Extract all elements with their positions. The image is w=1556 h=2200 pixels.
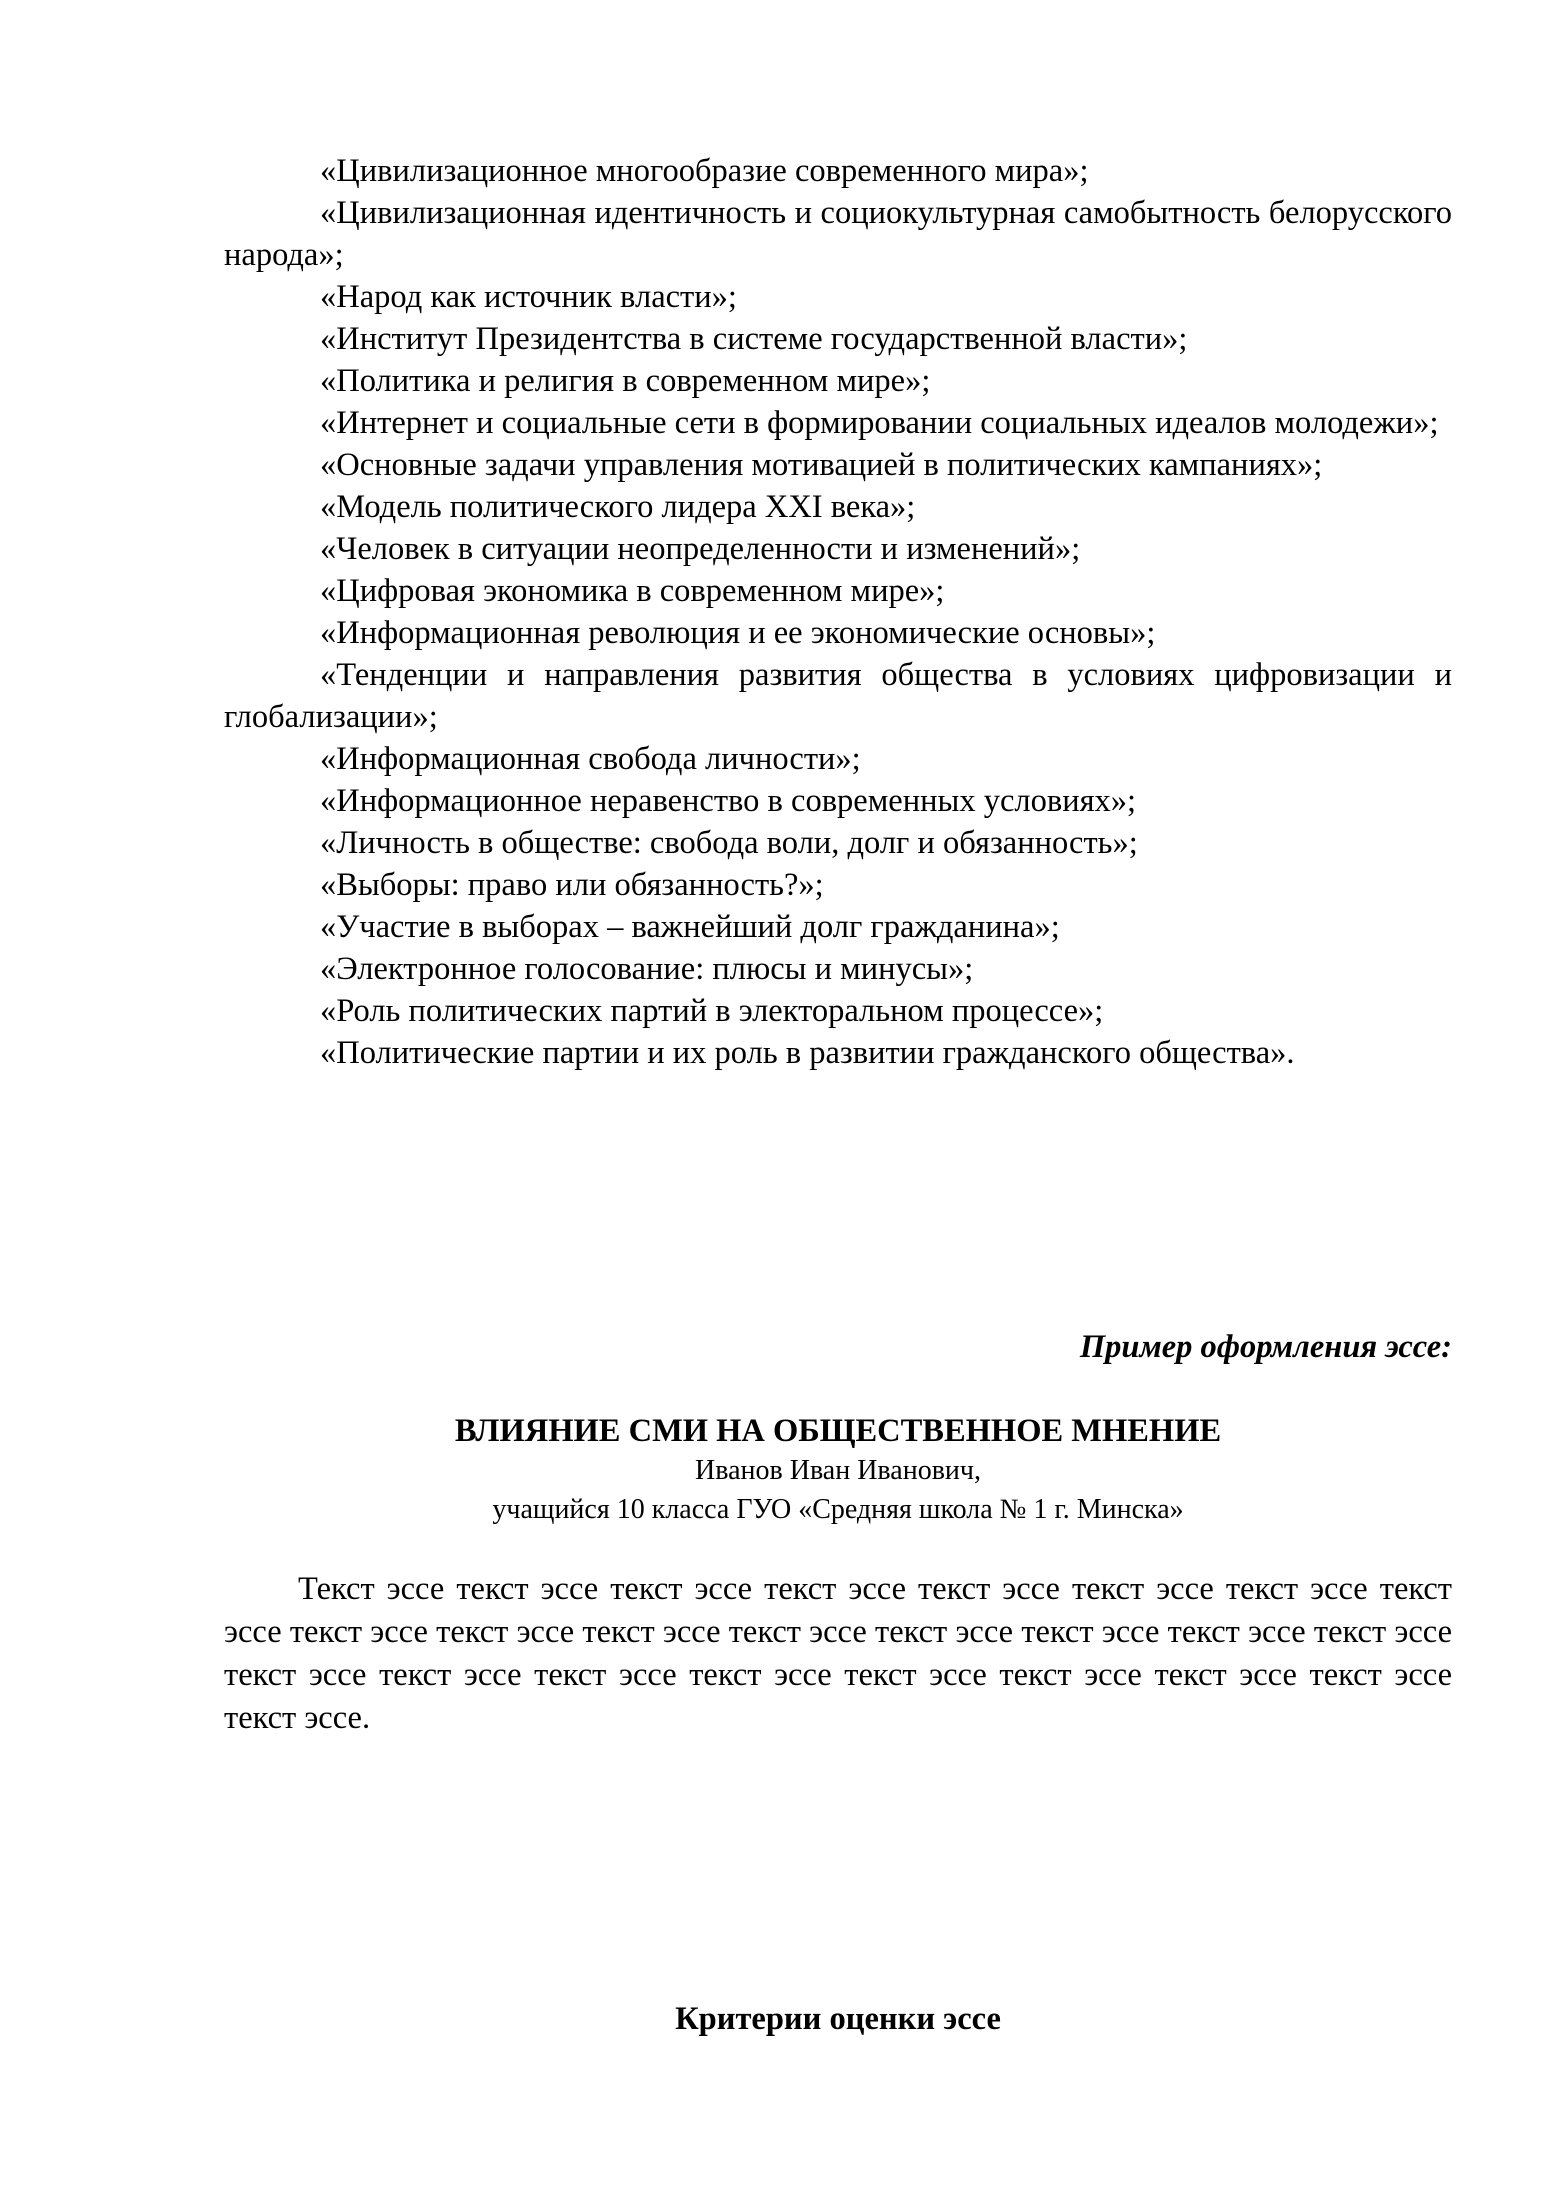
essay-topic: «Участие в выборах – важнейший долг гражданина»;: [320, 909, 1060, 945]
essay-school: учащийся 10 класса ГУО «Средняя школа № 1 г. Минска»: [492, 1494, 1184, 1525]
essay-topic: «Информационная революция и ее экономические основы»;: [320, 615, 1156, 651]
essay-topic: «Личность в обществе: свобода воли, долг и обязанность»;: [320, 825, 1138, 861]
essay-title: ВЛИЯНИЕ СМИ НА ОБЩЕСТВЕННОЕ МНЕНИЕ: [454, 1413, 1222, 1449]
document-page: [224, 150, 1452, 2037]
criteria-heading: Критерии оценки эссе: [675, 2001, 1001, 2037]
essay-topic: «Человек в ситуации неопределенности и изменений»;: [320, 531, 1081, 567]
essay-topic: «Институт Президентства в системе государственной власти»;: [320, 321, 1188, 357]
essay-topic: «Интернет и социальные сети в формировании социальных идеалов молодежи»;: [320, 405, 1439, 441]
essay-topic: «Цивилизационное многообразие современного мира»;: [320, 153, 1089, 189]
essay-author: Иванов Иван Иванович,: [695, 1455, 981, 1486]
essay-topic: «Модель политического лидера XXI века»;: [320, 489, 916, 525]
essay-topic: «Цивилизационная идентичность и социокультурная самобытность белорусского народа»;: [224, 195, 1452, 273]
essay-topic: «Выборы: право или обязанность?»;: [320, 867, 824, 903]
essay-topic-list: [224, 150, 1452, 1074]
essay-topic: «Народ как источник власти»;: [320, 279, 737, 315]
essay-topic: «Информационное неравенство в современных условиях»;: [320, 783, 1137, 819]
essay-topic: «Политические партии и их роль в развитии гражданского общества».: [320, 1035, 1295, 1071]
essay-topic: «Основные задачи управления мотивацией в политических кампаниях»;: [320, 447, 1323, 483]
essay-topic: «Политика и религия в современном мире»;: [320, 363, 931, 399]
essay-topic: «Цифровая экономика в современном мире»;: [320, 573, 945, 609]
essay-topic: «Тенденции и направления развития общества в условиях цифровизации и глобализации»;: [224, 657, 1452, 735]
essay-topic: «Роль политических партий в электоральном процессе»;: [320, 993, 1104, 1029]
essay-topic: «Электронное голосование: плюсы и минусы»;: [320, 951, 974, 987]
essay-topic: «Информационная свобода личности»;: [320, 741, 861, 777]
essay-body-text: Текст эссе текст эссе текст эссе текст эссе текст эссе текст эссе текст эссе текст эссе текст эссе текст эссе текст эссе текст эссе текст эссе текст эссе текст эссе текст эссе текст эссе текст эссе текст эссе текст эссе текст эссе текст эссе текст эссе текст эссе текст эссе.: [224, 1571, 1452, 1736]
example-label: Пример оформления эссе:: [1079, 1329, 1452, 1365]
